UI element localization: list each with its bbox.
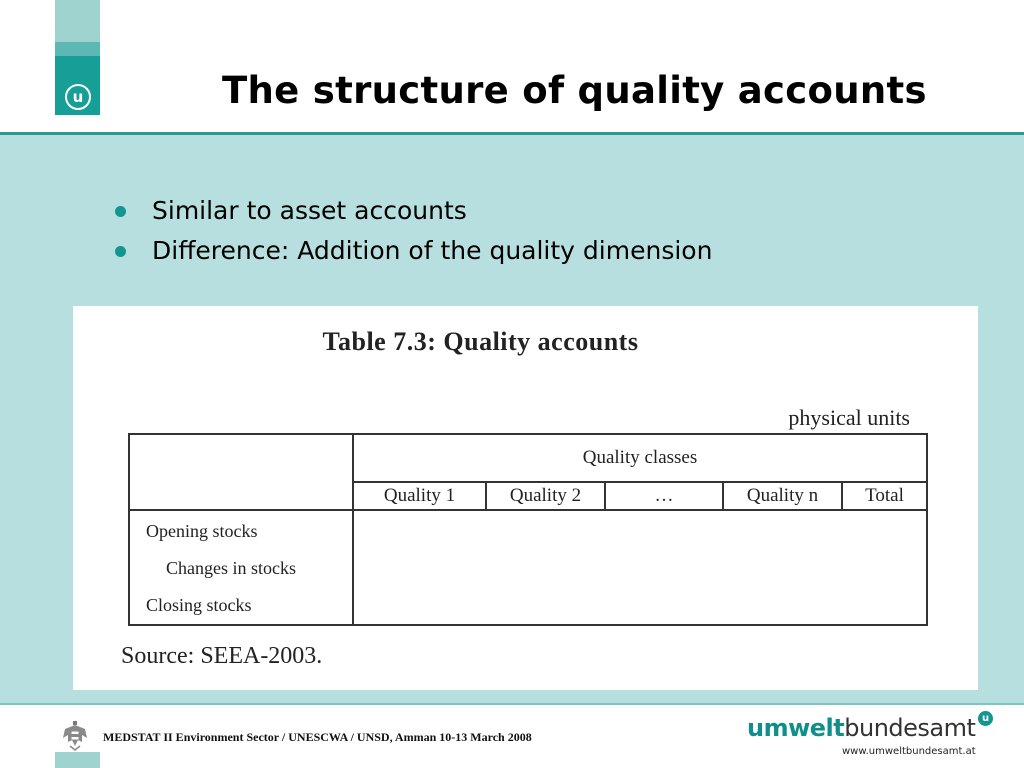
brand-wordmark: [747, 712, 975, 744]
bullet-dot-icon: [115, 206, 126, 217]
figure-source: Source: SEEA-2003.: [121, 643, 323, 669]
bullet-list: [112, 191, 712, 271]
units-label: physical units: [788, 405, 910, 430]
quality-accounts-figure: [73, 306, 978, 690]
brand-url: www.umweltbundesamt.at: [842, 746, 976, 757]
slide-title: The structure of quality accounts: [222, 69, 927, 112]
table-body-row: [129, 510, 927, 625]
austrian-eagle-crest-icon: [62, 720, 88, 752]
brand-part-bundesamt: bundesamt: [844, 714, 976, 742]
bullet-text: Similar to asset accounts: [152, 196, 467, 225]
row-label: Closing stocks: [146, 595, 252, 615]
row-label: Opening stocks: [146, 521, 258, 541]
bullet-dot-icon: [115, 246, 126, 257]
footer-citation: MEDSTAT II Environment Sector / UNESCWA / UNSD, Amman 10-13 March 2008: [103, 730, 532, 744]
logo-strip: [55, 0, 100, 115]
column-header: Quality 2: [486, 482, 605, 510]
column-header: Quality n: [723, 482, 842, 510]
figure-title: Table 7.3: Quality accounts: [322, 327, 639, 356]
column-header: Quality 1: [353, 482, 486, 510]
bullet-item: [112, 231, 712, 271]
table-header-row: [129, 434, 927, 482]
row-labels-cell: [129, 510, 353, 625]
footer-accent-bar: [55, 752, 100, 768]
quality-accounts-table: [128, 433, 928, 626]
row-label: Changes in stocks: [166, 558, 296, 578]
slide-content: [0, 135, 1024, 703]
table-data-cell: [353, 510, 927, 625]
brand-part-umwelt: umwelt: [747, 714, 845, 742]
logo-stripe-light: [55, 0, 100, 42]
column-header: …: [605, 482, 723, 510]
bullet-text: Difference: Addition of the quality dimension: [152, 236, 713, 265]
bullet-item: [112, 191, 712, 231]
umweltbundesamt-logo-icon: u: [65, 84, 91, 110]
table-corner-cell: [129, 434, 353, 510]
group-header: Quality classes: [353, 434, 927, 482]
column-header: Total: [842, 482, 927, 510]
logo-stripe-dark: [55, 56, 100, 115]
footer-divider: [0, 703, 1024, 705]
brand-u-icon: u: [978, 711, 993, 726]
logo-stripe-mid: [55, 42, 100, 56]
